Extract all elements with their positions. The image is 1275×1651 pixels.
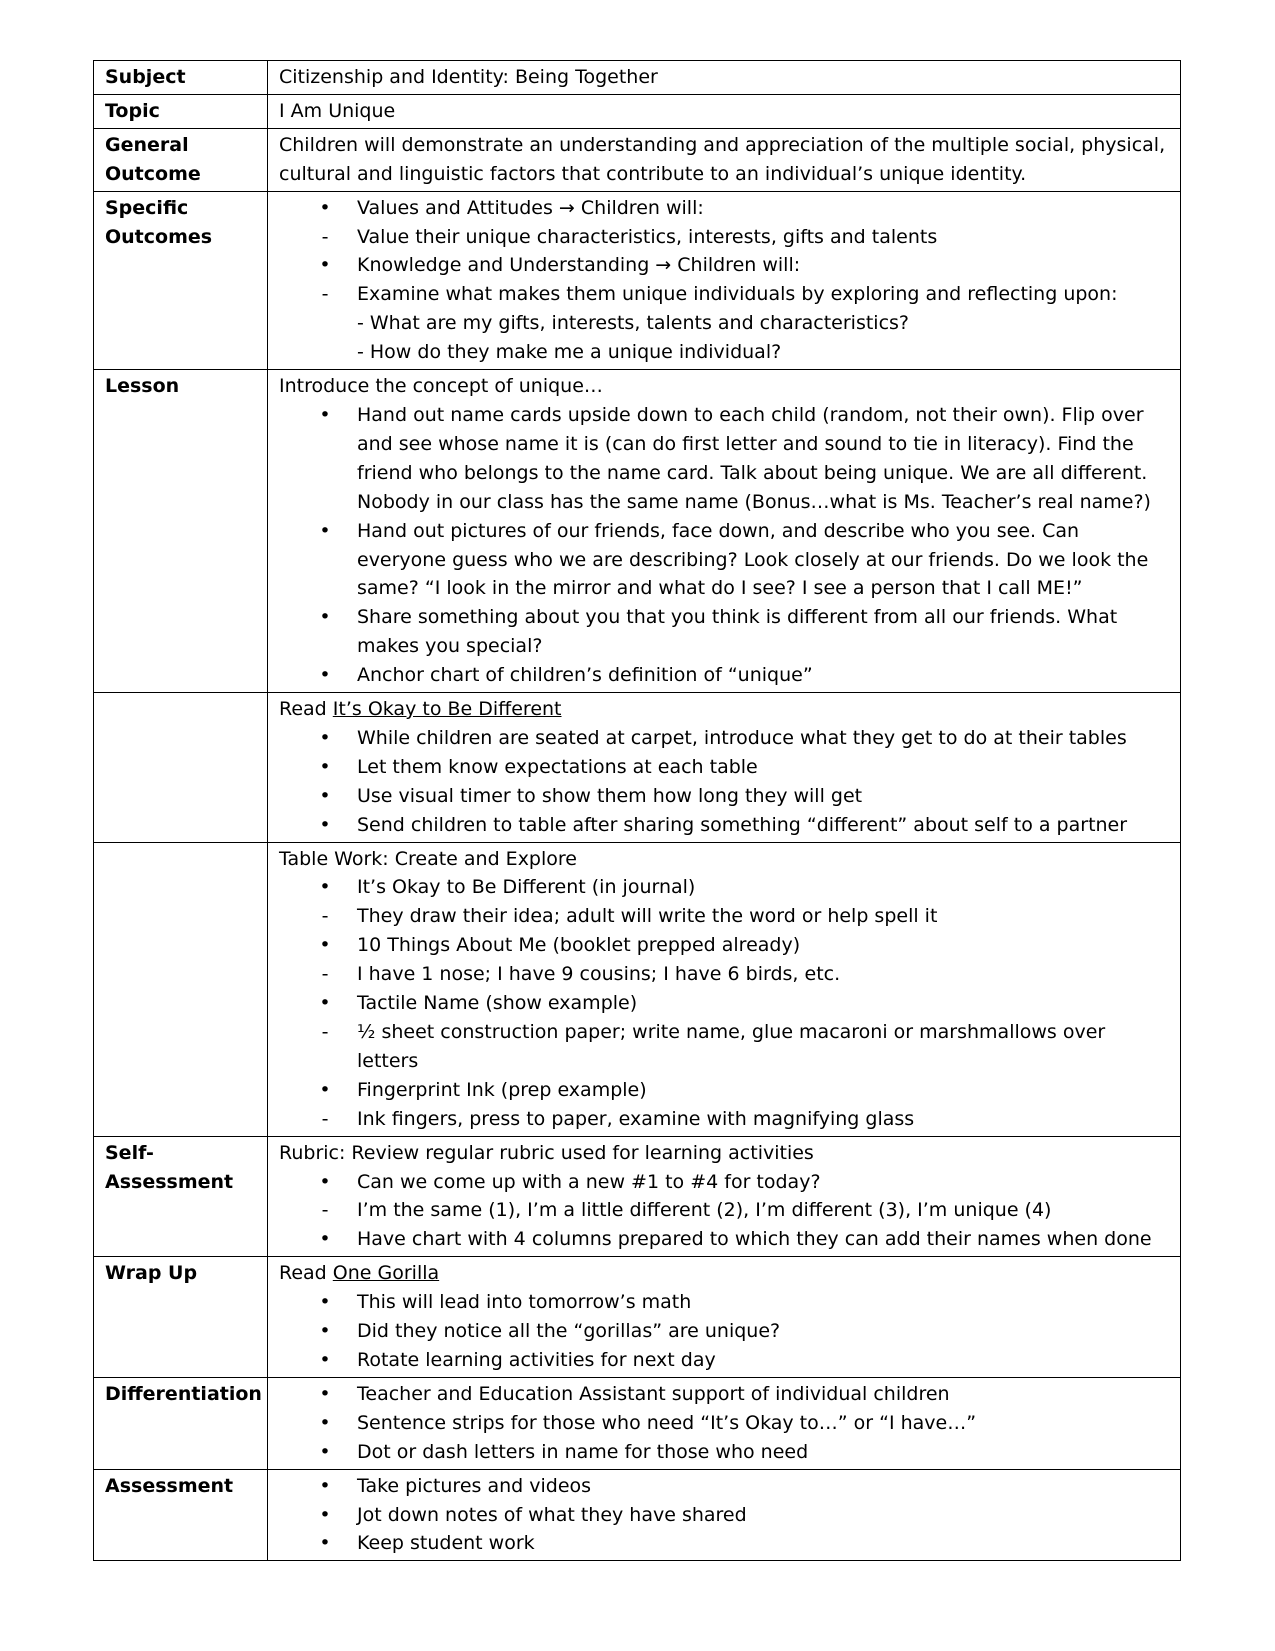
line-text: Children will demonstrate an understanding and appreciation of the multiple social, physical, cultural and linguistic factors that contribute to an individual’s unique identity. [279, 133, 1166, 185]
book-title: It’s Okay to Be Different [332, 698, 562, 721]
line-text: Teacher and Education Assistant support of individual children [357, 1382, 950, 1405]
line-text: Ink fingers, press to paper, examine with magnifying glass [357, 1107, 915, 1130]
line-text: Values and Attitudes → Children will: [357, 196, 704, 219]
text-line [279, 1259, 1172, 1288]
line-text: Rubric: Review regular rubric used for learning activities [279, 1141, 814, 1164]
line-text: Table Work: Create and Explore [279, 847, 577, 870]
line-text: I have 1 nose; I have 9 cousins; I have 6 birds, etc. [357, 963, 841, 986]
row-label: Specific Outcomes [94, 191, 268, 369]
text-line [279, 845, 1172, 874]
bullet-marker [315, 931, 335, 960]
bullet-item [279, 724, 1172, 753]
line-text: Let them know expectations at each table [357, 755, 758, 778]
bullet-marker [315, 1409, 335, 1438]
bullet-marker [315, 1472, 335, 1501]
bullet-marker [315, 194, 335, 223]
line-text: Value their unique characteristics, interests, gifts and talents [357, 225, 938, 248]
bullet-item [279, 1438, 1172, 1467]
bullet-marker [315, 1346, 335, 1375]
lesson-row [94, 191, 1181, 369]
lesson-row [94, 1469, 1181, 1561]
bullet-item [279, 1317, 1172, 1346]
bullet-marker [315, 1225, 335, 1254]
bullet-item [279, 753, 1172, 782]
bullet-marker [315, 1501, 335, 1530]
bullet-marker [315, 1380, 335, 1409]
dash-item [279, 1196, 1172, 1225]
text-line [279, 1139, 1172, 1168]
row-content [268, 842, 1181, 1136]
lesson-row [94, 61, 1181, 95]
bullet-item [279, 1288, 1172, 1317]
dash-item [279, 1018, 1172, 1076]
row-content [268, 94, 1181, 128]
line-text: - How do they make me a unique individual? [357, 341, 782, 364]
bullet-marker [315, 782, 335, 811]
bullet-item [279, 1168, 1172, 1197]
row-label: Subject [94, 61, 268, 95]
bullet-marker [315, 1288, 335, 1317]
line-text: ½ sheet construction paper; write name, glue macaroni or marshmallows over letters [357, 1021, 1106, 1072]
text-line [279, 695, 1172, 724]
dash-item [279, 960, 1172, 989]
bullet-item [279, 401, 1172, 517]
lesson-row [94, 1257, 1181, 1378]
bullet-item [279, 1225, 1172, 1254]
row-label [94, 842, 268, 1136]
lesson-row [94, 842, 1181, 1136]
line-text: Citizenship and Identity: Being Together [279, 66, 658, 88]
row-content [268, 1257, 1181, 1378]
row-label: Differentiation [94, 1377, 268, 1469]
line-text: They draw their idea; adult will write the word or help spell it [357, 905, 938, 928]
text-line [279, 338, 1172, 367]
line-text: Have chart with 4 columns prepared to which they can add their names when done [357, 1228, 1152, 1251]
bullet-item [279, 194, 1172, 223]
text-line [279, 131, 1172, 189]
row-content [268, 61, 1181, 95]
dash-marker [315, 280, 335, 309]
line-text: Hand out name cards upside down to each child (random, not their own). Flip over and see whose name it is (can do first letter and sound to tie in literacy). Find the friend who belongs to the name card. Talk about being unique. We are all different. Nobody in our class has the same name (Bonus…what is Ms. Teacher’s real name?) [357, 403, 1151, 513]
line-prefix: Read [279, 698, 333, 721]
text-line [279, 97, 1172, 126]
line-text: - What are my gifts, interests, talents and characteristics? [357, 312, 910, 335]
line-text: Use visual timer to show them how long they will get [357, 784, 863, 807]
line-text: Examine what makes them unique individuals by exploring and reflecting upon: [357, 283, 1118, 306]
lesson-row [94, 1136, 1181, 1257]
line-text: Knowledge and Understanding → Children will: [357, 254, 801, 277]
bullet-item [279, 1380, 1172, 1409]
row-content [268, 128, 1181, 191]
line-text: Take pictures and videos [357, 1474, 592, 1497]
bullet-item [279, 1472, 1172, 1501]
row-content [268, 1469, 1181, 1561]
bullet-marker [315, 1076, 335, 1105]
lesson-plan-table [93, 60, 1181, 1561]
bullet-item [279, 603, 1172, 661]
row-label: Self-Assessment [94, 1136, 268, 1257]
bullet-marker [315, 1317, 335, 1346]
lesson-row [94, 370, 1181, 693]
line-text: Introduce the concept of unique… [279, 375, 603, 398]
row-label: Topic [94, 94, 268, 128]
line-text: This will lead into tomorrow’s math [357, 1291, 692, 1314]
line-text: Sentence strips for those who need “It’s Okay to…” or “I have…” [357, 1411, 977, 1434]
line-text: 10 Things About Me (booklet prepped already) [357, 934, 801, 957]
bullet-item [279, 811, 1172, 840]
row-label [94, 693, 268, 843]
bullet-item [279, 1076, 1172, 1105]
line-text: Send children to table after sharing something “different” about self to a partner [357, 813, 1128, 836]
bullet-marker [315, 724, 335, 753]
line-text: Dot or dash letters in name for those who need [357, 1440, 809, 1463]
bullet-marker [315, 401, 335, 430]
bullet-item [279, 1346, 1172, 1375]
line-text: Rotate learning activities for next day [357, 1348, 716, 1371]
bullet-marker [315, 251, 335, 280]
line-text: Keep student work [357, 1532, 535, 1555]
text-line [279, 63, 1172, 92]
bullet-item [279, 1529, 1172, 1558]
bullet-marker [315, 1529, 335, 1558]
bullet-marker [315, 661, 335, 690]
row-content [268, 693, 1181, 843]
line-text: I’m the same (1), I’m a little different (2), I’m different (3), I’m unique (4) [357, 1199, 1052, 1222]
bullet-marker [315, 603, 335, 632]
row-content [268, 1377, 1181, 1469]
bullet-item [279, 989, 1172, 1018]
bullet-marker [315, 873, 335, 902]
bullet-marker [315, 989, 335, 1018]
dash-marker [315, 1196, 335, 1225]
bullet-marker [315, 1168, 335, 1197]
line-text: Did they notice all the “gorillas” are unique? [357, 1320, 781, 1343]
row-label: Lesson [94, 370, 268, 693]
bullet-item [279, 782, 1172, 811]
line-text: Share something about you that you think is different from all our friends. What makes you special? [357, 606, 1118, 658]
dash-marker [315, 1105, 335, 1134]
bullet-item [279, 873, 1172, 902]
bullet-item [279, 1501, 1172, 1530]
dash-marker [315, 1018, 335, 1047]
bullet-marker [315, 811, 335, 840]
dash-item [279, 1105, 1172, 1134]
line-prefix: Read [279, 1262, 333, 1285]
row-content [268, 1136, 1181, 1257]
lesson-row [94, 693, 1181, 843]
bullet-marker [315, 517, 335, 546]
text-line [279, 309, 1172, 338]
line-text: It’s Okay to Be Different (in journal) [357, 876, 696, 899]
dash-item [279, 223, 1172, 252]
book-title: One Gorilla [332, 1262, 440, 1285]
line-text: Anchor chart of children’s definition of “unique” [357, 664, 813, 687]
text-line [279, 372, 1172, 401]
line-text: Hand out pictures of our friends, face down, and describe who you see. Can everyone guess who we are describing? Look closely at our friends. Do we look the same? “I look in the mirror and what do I see? I see a person that I call ME!” [357, 519, 1149, 600]
dash-item [279, 902, 1172, 931]
line-text: Can we come up with a new #1 to #4 for today? [357, 1170, 821, 1193]
bullet-item [279, 931, 1172, 960]
bullet-marker [315, 753, 335, 782]
dash-marker [315, 902, 335, 931]
lesson-row [94, 1377, 1181, 1469]
bullet-item [279, 661, 1172, 690]
dash-item [279, 280, 1172, 309]
lesson-row [94, 94, 1181, 128]
line-text: While children are seated at carpet, introduce what they get to do at their tables [357, 726, 1127, 749]
row-label: Wrap Up [94, 1257, 268, 1378]
bullet-marker [315, 1438, 335, 1467]
bullet-item [279, 1409, 1172, 1438]
row-label: Assessment [94, 1469, 268, 1561]
row-content [268, 191, 1181, 369]
line-text: Jot down notes of what they have shared [357, 1503, 747, 1526]
line-text: Tactile Name (show example) [357, 992, 638, 1015]
lesson-plan-rows [94, 61, 1181, 1561]
line-text: I Am Unique [279, 99, 396, 122]
dash-marker [315, 960, 335, 989]
bullet-item [279, 517, 1172, 604]
bullet-item [279, 251, 1172, 280]
dash-marker [315, 223, 335, 252]
row-label: General Outcome [94, 128, 268, 191]
lesson-row [94, 128, 1181, 191]
line-text: Fingerprint Ink (prep example) [357, 1078, 647, 1101]
row-content [268, 370, 1181, 693]
